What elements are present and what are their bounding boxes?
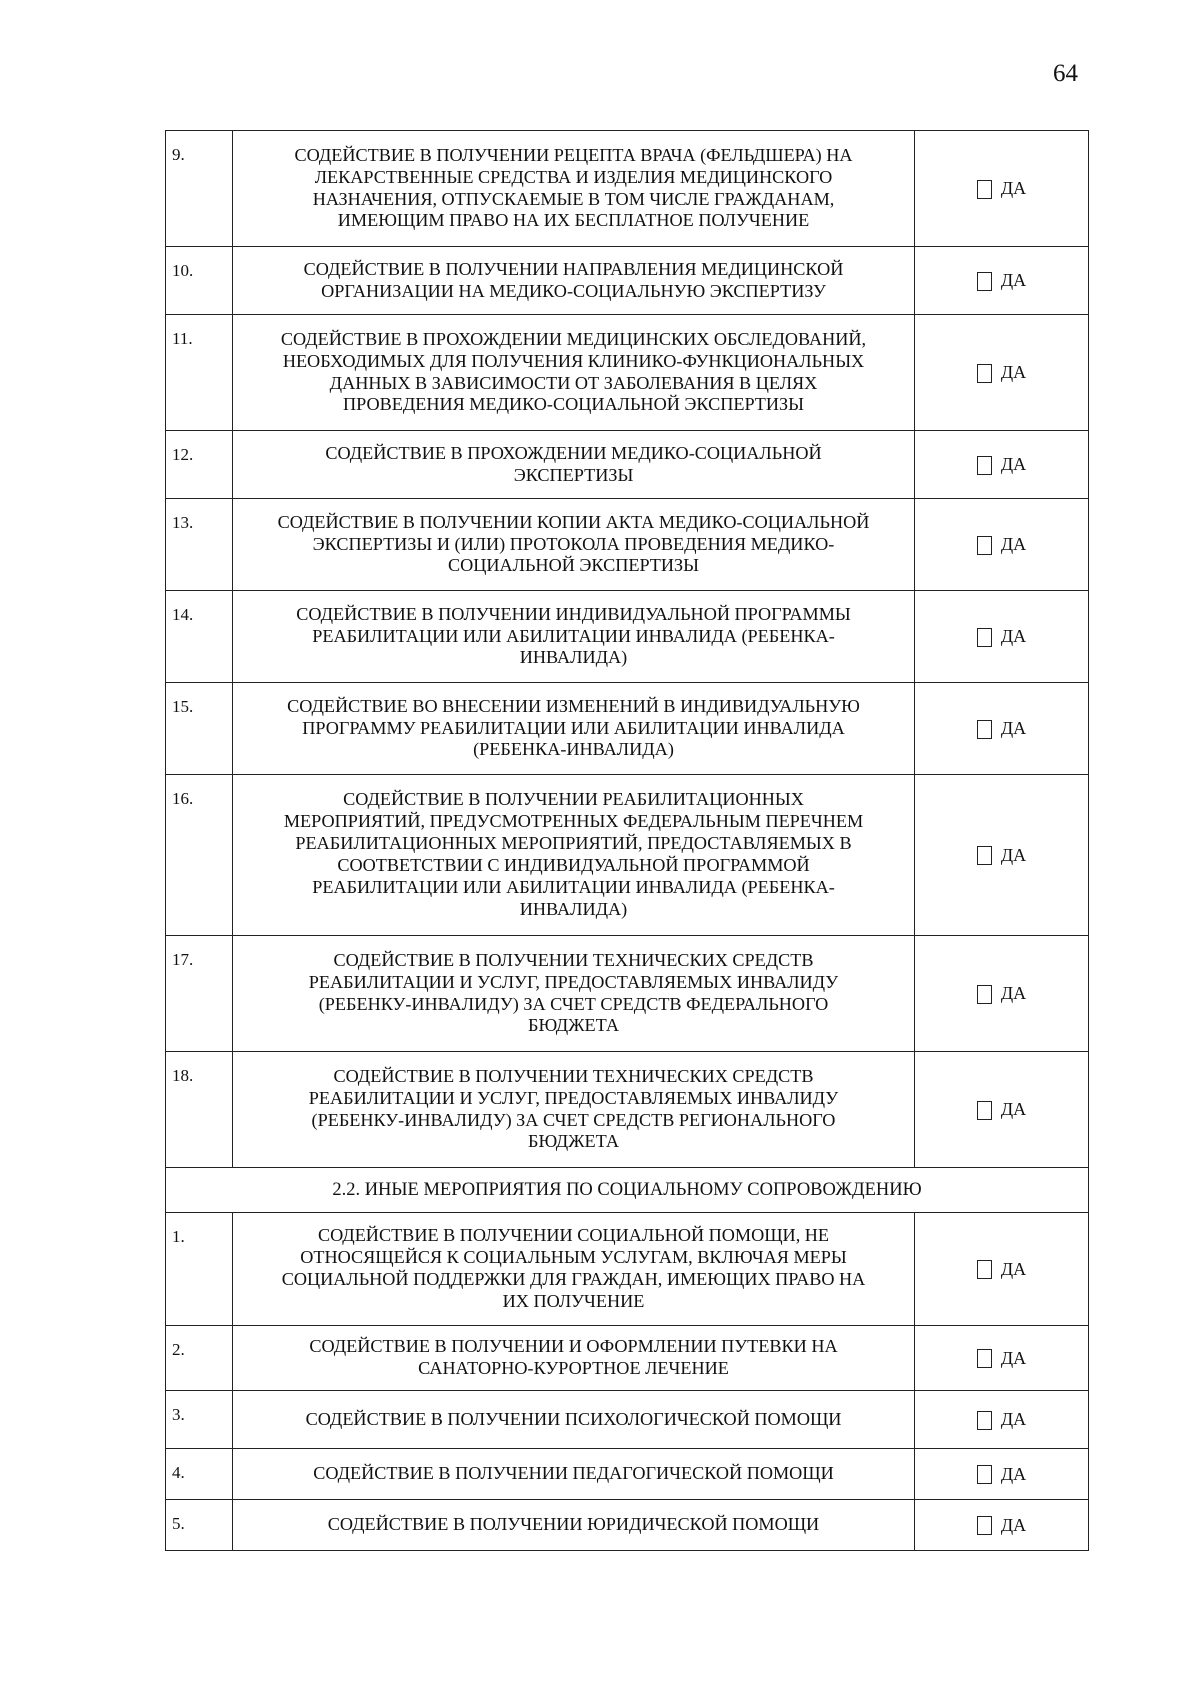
description-line: СОЦИАЛЬНОЙ ЭКСПЕРТИЗЫ bbox=[447, 555, 699, 576]
description-line: СОДЕЙСТВИЕ ВО ВНЕСЕНИИ ИЗМЕНЕНИЙ В ИНДИВИДУАЛЬНУЮ bbox=[287, 695, 860, 716]
description-line: ИНВАЛИДА) bbox=[519, 898, 628, 919]
table-row bbox=[166, 247, 1089, 315]
section-header-row bbox=[166, 1168, 1089, 1213]
description-line: БЮДЖЕТА bbox=[528, 1015, 619, 1036]
yes-checkbox[interactable] bbox=[977, 628, 992, 647]
yes-label: ДА bbox=[1000, 178, 1027, 199]
service-description bbox=[233, 683, 915, 775]
description-line: РЕАБИЛИТАЦИИ И УСЛУГ, ПРЕДОСТАВЛЯЕМЫХ ИНВАЛИДУ bbox=[308, 971, 839, 992]
service-description bbox=[233, 247, 915, 315]
row-number: 13. bbox=[166, 499, 233, 591]
description-line: СОДЕЙСТВИЕ В ПОЛУЧЕНИИ РЕАБИЛИТАЦИОННЫХ bbox=[343, 789, 804, 810]
section-2-2 bbox=[166, 1168, 1089, 1213]
yes-checkbox[interactable] bbox=[977, 536, 992, 555]
option-cell bbox=[915, 1326, 1089, 1391]
description-line: ИМЕЮЩИМ ПРАВО НА ИХ БЕСПЛАТНОЕ ПОЛУЧЕНИЕ bbox=[337, 210, 810, 231]
description-line: МЕРОПРИЯТИЙ, ПРЕДУСМОТРЕННЫХ ФЕДЕРАЛЬНЫМ ПЕРЕЧНЕМ bbox=[283, 811, 864, 832]
description-line: ЭКСПЕРТИЗЫ И (ИЛИ) ПРОТОКОЛА ПРОВЕДЕНИЯ МЕДИКО- bbox=[312, 533, 835, 554]
option-cell bbox=[915, 1500, 1089, 1551]
yes-checkbox[interactable] bbox=[977, 985, 992, 1004]
row-number: 18. bbox=[166, 1052, 233, 1168]
description-line: СОДЕЙСТВИЕ В ПОЛУЧЕНИИ НАПРАВЛЕНИЯ МЕДИЦИНСКОЙ bbox=[303, 258, 844, 279]
services-table bbox=[165, 130, 1089, 1551]
services-part2 bbox=[166, 1213, 1089, 1551]
option-cell bbox=[915, 247, 1089, 315]
yes-label: ДА bbox=[1000, 626, 1027, 647]
option-cell bbox=[915, 131, 1089, 247]
service-description bbox=[233, 591, 915, 683]
yes-checkbox[interactable] bbox=[977, 1465, 992, 1484]
yes-label: ДА bbox=[1000, 983, 1027, 1004]
description-line: СОЦИАЛЬНОЙ ПОДДЕРЖКИ ДЛЯ ГРАЖДАН, ИМЕЮЩИХ ПРАВО НА bbox=[281, 1269, 866, 1289]
service-description bbox=[233, 315, 915, 431]
description-line: (РЕБЕНКУ-ИНВАЛИДУ) ЗА СЧЕТ СРЕДСТВ РЕГИОНАЛЬНОГО bbox=[311, 1109, 836, 1130]
yes-checkbox[interactable] bbox=[977, 456, 992, 475]
yes-label: ДА bbox=[1000, 1463, 1027, 1484]
description-line: ПРОВЕДЕНИЯ МЕДИКО-СОЦИАЛЬНОЙ ЭКСПЕРТИЗЫ bbox=[342, 394, 804, 415]
row-number: 17. bbox=[166, 936, 233, 1052]
option-cell bbox=[915, 1449, 1089, 1500]
yes-label: ДА bbox=[1000, 718, 1027, 739]
option-cell bbox=[915, 1213, 1089, 1326]
yes-checkbox[interactable] bbox=[977, 272, 992, 291]
description-line: САНАТОРНО-КУРОРТНОЕ ЛЕЧЕНИЕ bbox=[418, 1358, 729, 1378]
row-number: 5. bbox=[166, 1500, 233, 1551]
row-number: 11. bbox=[166, 315, 233, 431]
yes-checkbox[interactable] bbox=[977, 180, 992, 199]
table-row bbox=[166, 1449, 1089, 1500]
option-cell bbox=[915, 499, 1089, 591]
table-row bbox=[166, 315, 1089, 431]
table-row bbox=[166, 591, 1089, 683]
description-line: ПРОГРАММУ РЕАБИЛИТАЦИИ ИЛИ АБИЛИТАЦИИ ИНВАЛИДА bbox=[302, 717, 845, 738]
description-line: СОДЕЙСТВИЕ В ПРОХОЖДЕНИИ МЕДИЦИНСКИХ ОБСЛЕДОВАНИЙ, bbox=[280, 328, 867, 349]
description-line: СОДЕЙСТВИЕ В ПОЛУЧЕНИИ ПСИХОЛОГИЧЕСКОЙ ПОМОЩИ bbox=[305, 1408, 842, 1429]
option-cell bbox=[915, 1391, 1089, 1449]
option-cell bbox=[915, 936, 1089, 1052]
yes-label: ДА bbox=[1000, 1409, 1027, 1430]
yes-label: ДА bbox=[1000, 270, 1027, 291]
yes-label: ДА bbox=[1000, 534, 1027, 555]
description-line: СОДЕЙСТВИЕ В ПОЛУЧЕНИИ ЮРИДИЧЕСКОЙ ПОМОЩИ bbox=[327, 1514, 820, 1535]
row-number: 4. bbox=[166, 1449, 233, 1500]
row-number: 3. bbox=[166, 1391, 233, 1449]
description-line: ОРГАНИЗАЦИИ НА МЕДИКО-СОЦИАЛЬНУЮ ЭКСПЕРТИЗУ bbox=[321, 280, 826, 301]
description-line: НАЗНАЧЕНИЯ, ОТПУСКАЕМЫЕ В ТОМ ЧИСЛЕ ГРАЖДАНАМ, bbox=[312, 188, 835, 209]
yes-checkbox[interactable] bbox=[977, 1349, 992, 1368]
description-line: СОДЕЙСТВИЕ В ПОЛУЧЕНИИ ПЕДАГОГИЧЕСКОЙ ПОМОЩИ bbox=[313, 1463, 834, 1484]
row-number: 12. bbox=[166, 431, 233, 499]
yes-label: ДА bbox=[1000, 1347, 1027, 1368]
yes-label: ДА bbox=[1000, 362, 1027, 383]
description-line: ОТНОСЯЩЕЙСЯ К СОЦИАЛЬНЫМ УСЛУГАМ, ВКЛЮЧАЯ МЕРЫ bbox=[300, 1247, 847, 1268]
yes-checkbox[interactable] bbox=[977, 846, 992, 865]
yes-checkbox[interactable] bbox=[977, 1516, 992, 1535]
yes-label: ДА bbox=[1000, 1514, 1027, 1535]
service-description bbox=[233, 1052, 915, 1168]
service-description bbox=[233, 936, 915, 1052]
service-description bbox=[233, 1500, 915, 1551]
description-line: (РЕБЕНКА-ИНВАЛИДА) bbox=[473, 739, 674, 760]
row-number: 9. bbox=[166, 131, 233, 247]
yes-checkbox[interactable] bbox=[977, 1411, 992, 1430]
option-cell bbox=[915, 1052, 1089, 1168]
yes-checkbox[interactable] bbox=[977, 1260, 992, 1279]
description-line: РЕАБИЛИТАЦИИ ИЛИ АБИЛИТАЦИИ ИНВАЛИДА (РЕБЕНКА- bbox=[312, 625, 835, 646]
page-number: 64 bbox=[1053, 60, 1078, 87]
description-line: СОДЕЙСТВИЕ В ПРОХОЖДЕНИИ МЕДИКО-СОЦИАЛЬНОЙ bbox=[325, 442, 822, 463]
description-line: БЮДЖЕТА bbox=[528, 1131, 619, 1152]
description-line: РЕАБИЛИТАЦИОННЫХ МЕРОПРИЯТИЙ, ПРЕДОСТАВЛЯЕМЫХ В bbox=[295, 833, 852, 854]
services-part1 bbox=[166, 131, 1089, 1168]
description-line: (РЕБЕНКУ-ИНВАЛИДУ) ЗА СЧЕТ СРЕДСТВ ФЕДЕРАЛЬНОГО bbox=[318, 993, 829, 1014]
option-cell bbox=[915, 683, 1089, 775]
option-cell bbox=[915, 591, 1089, 683]
description-line: РЕАБИЛИТАЦИИ И УСЛУГ, ПРЕДОСТАВЛЯЕМЫХ ИНВАЛИДУ bbox=[308, 1087, 839, 1108]
table-row bbox=[166, 936, 1089, 1052]
description-line: СООТВЕТСТВИИ С ИНДИВИДУАЛЬНОЙ ПРОГРАММОЙ bbox=[337, 855, 810, 875]
table-row bbox=[166, 1052, 1089, 1168]
table-row bbox=[166, 1326, 1089, 1391]
description-line: СОДЕЙСТВИЕ В ПОЛУЧЕНИИ СОЦИАЛЬНОЙ ПОМОЩИ, НЕ bbox=[317, 1225, 830, 1246]
service-description bbox=[233, 1391, 915, 1449]
service-description bbox=[233, 1326, 915, 1391]
service-description bbox=[233, 131, 915, 247]
description-line: СОДЕЙСТВИЕ В ПОЛУЧЕНИИ ИНДИВИДУАЛЬНОЙ ПРОГРАММЫ bbox=[296, 603, 851, 624]
row-number: 1. bbox=[166, 1213, 233, 1326]
yes-label: ДА bbox=[1000, 844, 1027, 865]
description-line: РЕАБИЛИТАЦИИ ИЛИ АБИЛИТАЦИИ ИНВАЛИДА (РЕБЕНКА- bbox=[312, 876, 835, 897]
table-row bbox=[166, 1500, 1089, 1551]
row-number: 16. bbox=[166, 775, 233, 936]
option-cell bbox=[915, 315, 1089, 431]
yes-label: ДА bbox=[1000, 1099, 1027, 1120]
row-number: 15. bbox=[166, 683, 233, 775]
description-line: СОДЕЙСТВИЕ В ПОЛУЧЕНИИ КОПИИ АКТА МЕДИКО-СОЦИАЛЬНОЙ bbox=[277, 511, 870, 532]
table-row bbox=[166, 431, 1089, 499]
description-line: ИХ ПОЛУЧЕНИЕ bbox=[502, 1290, 645, 1311]
yes-checkbox[interactable] bbox=[977, 720, 992, 739]
row-number: 2. bbox=[166, 1326, 233, 1391]
yes-checkbox[interactable] bbox=[977, 1101, 992, 1120]
table-row bbox=[166, 1213, 1089, 1326]
row-number: 14. bbox=[166, 591, 233, 683]
description-line: ДАННЫХ В ЗАВИСИМОСТИ ОТ ЗАБОЛЕВАНИЯ В ЦЕЛЯХ bbox=[329, 372, 818, 393]
description-line: СОДЕЙСТВИЕ В ПОЛУЧЕНИИ ТЕХНИЧЕСКИХ СРЕДСТВ bbox=[333, 1065, 814, 1086]
yes-label: ДА bbox=[1000, 454, 1027, 475]
table-row bbox=[166, 683, 1089, 775]
description-line: СОДЕЙСТВИЕ В ПОЛУЧЕНИИ И ОФОРМЛЕНИИ ПУТЕВКИ НА bbox=[309, 1336, 838, 1357]
service-description bbox=[233, 1213, 915, 1326]
description-line: ЛЕКАРСТВЕННЫЕ СРЕДСТВА И ИЗДЕЛИЯ МЕДИЦИНСКОГО bbox=[314, 166, 833, 187]
option-cell bbox=[915, 431, 1089, 499]
table-row bbox=[166, 499, 1089, 591]
yes-label: ДА bbox=[1000, 1258, 1027, 1279]
section-title: 2.2. ИНЫЕ МЕРОПРИЯТИЯ ПО СОЦИАЛЬНОМУ СОПРОВОЖДЕНИЮ bbox=[166, 1168, 1089, 1213]
table-row bbox=[166, 775, 1089, 936]
service-description bbox=[233, 1449, 915, 1500]
service-description bbox=[233, 499, 915, 591]
table-row bbox=[166, 1391, 1089, 1449]
service-description bbox=[233, 775, 915, 936]
description-line: СОДЕЙСТВИЕ В ПОЛУЧЕНИИ ТЕХНИЧЕСКИХ СРЕДСТВ bbox=[333, 949, 814, 970]
description-line: СОДЕЙСТВИЕ В ПОЛУЧЕНИИ РЕЦЕПТА ВРАЧА (ФЕЛЬДШЕРА) НА bbox=[294, 144, 853, 165]
description-line: ЭКСПЕРТИЗЫ bbox=[513, 464, 634, 485]
service-description bbox=[233, 431, 915, 499]
row-number: 10. bbox=[166, 247, 233, 315]
table-row bbox=[166, 131, 1089, 247]
option-cell bbox=[915, 775, 1089, 936]
description-line: ИНВАЛИДА) bbox=[519, 647, 628, 668]
description-line: НЕОБХОДИМЫХ ДЛЯ ПОЛУЧЕНИЯ КЛИНИКО-ФУНКЦИОНАЛЬНЫХ bbox=[282, 350, 865, 371]
yes-checkbox[interactable] bbox=[977, 364, 992, 383]
